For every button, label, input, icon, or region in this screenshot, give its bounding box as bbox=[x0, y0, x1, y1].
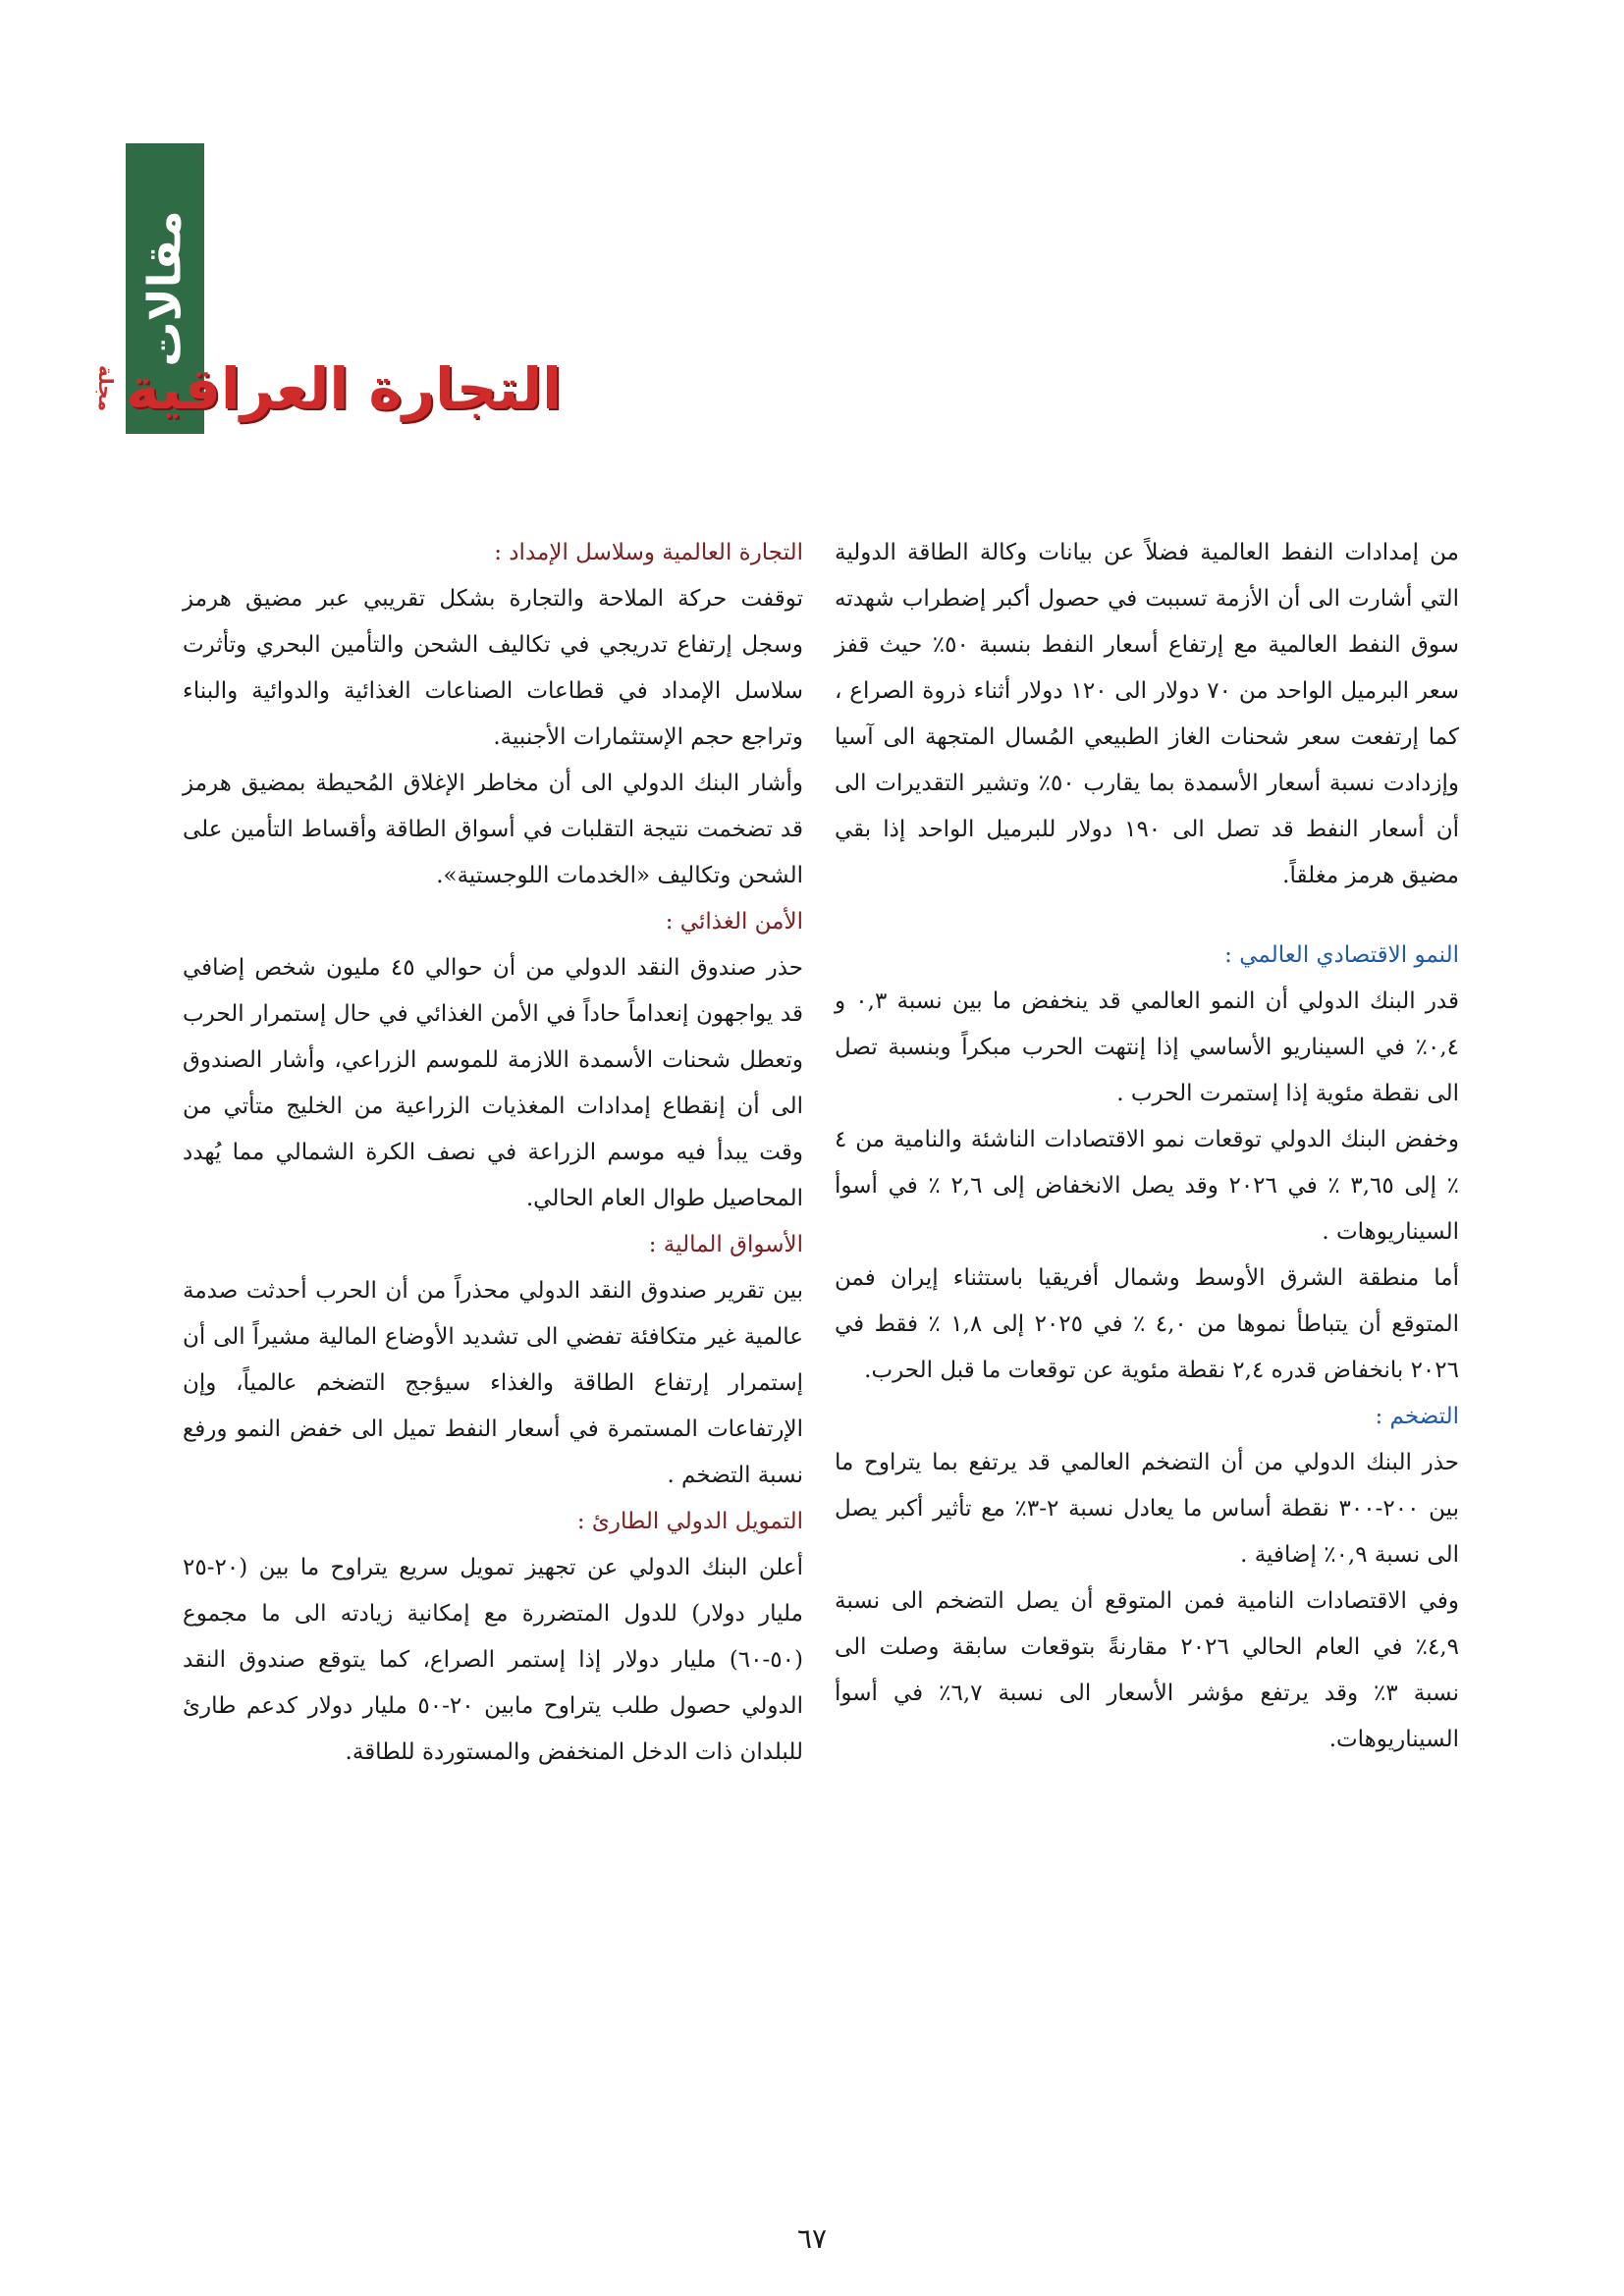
magazine-masthead bbox=[94, 339, 562, 422]
growth-paragraph-3: أما منطقة الشرق الأوسط وشمال أفريقيا باستثناء إيران فمن المتوقع أن يتباطأ نموها من ٤,٠ ٪ في ٢٠٢٥ إلى ١,٨ ٪ فقط في ٢٠٢٦ بانخفاض قدره ٢,٤ نقطة مئوية عن توقعات ما قبل الحرب. bbox=[835, 1265, 1459, 1383]
trade-paragraph-2: وأشار البنك الدولي الى أن مخاطر الإغلاق المُحيطة بمضيق هرمز قد تضخمت نتيجة التقلبات في أسواق الطاقة وأقساط التأمين على الشحن وتكاليف «الخدمات اللوجستية». bbox=[183, 771, 803, 888]
trade-heading: التجارة العالمية وسلاسل الإمداد : bbox=[494, 540, 803, 565]
growth-paragraph-2: وخفض البنك الدولي توقعات نمو الاقتصادات الناشئة والنامية من ٤ ٪ إلى ٣,٦٥ ٪ في ٢٠٢٦ وقد يصل الانخفاض إلى ٢,٦ ٪ في أسوأ السيناريوهات . bbox=[835, 1127, 1460, 1245]
magazine-title: التجارة العراقية bbox=[126, 355, 562, 422]
inflation-paragraph-1: حذر البنك الدولي من أن التضخم العالمي قد يرتفع بما يتراوح ما بين ٢٠٠-٣٠٠ نقطة أساس ما يعادل نسبة ٢-٣٪ مع تأثير أكبر يصل الى نسبة ٠,٩٪ إضافية . bbox=[835, 1450, 1460, 1568]
food-security-heading: الأمن الغذائي : bbox=[665, 909, 803, 934]
trade-paragraph-1: توقفت حركة الملاحة والتجارة بشكل تقريبي عبر مضيق هرمز وسجل إرتفاع تدريجي في تكاليف الشحن والتأمين البحري وتأثرت سلاسل الإمداد في قطاعات الصناعات الغذائية والدوائية والبناء وتراجع حجم الإستثمارات الأجنبية. bbox=[183, 586, 803, 750]
left-column bbox=[183, 530, 803, 1776]
growth-heading: النمو الاقتصادي العالمي : bbox=[1224, 942, 1459, 968]
emergency-finance-paragraph: أعلن البنك الدولي عن تجهيز تمويل سريع يتراوح ما بين (٢٠-٢٥ مليار دولار) للدول المتضررة مع إمكانية زيادته الى ما مجموع (٥٠-٦٠) مليار دولار إذا إستمر الصراع، كما يتوقع صندوق النقد الدولي حصول طلب يتراوح مابين ٢٠-٥٠ مليار دولار كدعم طارئ للبلدان ذات الدخل المنخفض والمستوردة للطاقة. bbox=[183, 1555, 803, 1765]
inflation-heading: التضخم : bbox=[1375, 1404, 1459, 1429]
page-number: ٦٧ bbox=[796, 2222, 828, 2255]
section-label: مقالات bbox=[138, 210, 191, 367]
intro-paragraph: من إمدادات النفط العالمية فضلاً عن بيانات وكالة الطاقة الدولية التي أشارت الى أن الأزمة تسببت في حصول أكبر إضطراب شهدته سوق النفط العالمية مع إرتفاع أسعار النفط بنسبة ٥٠٪ حيث قفز سعر البرميل الواحد من ٧٠ دولار الى ١٢٠ دولار أثناء ذروة الصراع ، كما إرتفعت سعر شحنات الغاز الطبيعي المُسال المتجهة الى آسيا وإزدادت نسبة أسعار الأسمدة بما يقارب ٥٠٪ وتشير التقديرات الى أن أسعار النفط قد تصل الى ١٩٠ دولار للبرميل الواحد إذا بقي مضيق هرمز مغلقاً. bbox=[835, 540, 1459, 888]
financial-markets-paragraph: بين تقرير صندوق النقد الدولي محذراً من أن الحرب أحدثت صدمة عالمية غير متكافئة تفضي الى تشديد الأوضاع المالية مشيراً الى أن إستمرار إرتفاع الطاقة والغذاء سيؤجج التضخم عالمياً، وإن الإرتفاعات المستمرة في أسعار النفط تميل الى خفض النمو ورفع نسبة التضخم . bbox=[183, 1278, 803, 1488]
food-security-paragraph: حذر صندوق النقد الدولي من أن حوالي ٤٥ مليون شخص إضافي قد يواجهون إنعداماً حاداً في الأمن الغذائي في حال إستمرار الحرب وتعطل شحنات الأسمدة اللازمة للموسم الزراعي، وأشار الصندوق الى أن إنقطاع إمدادات المغذيات الزراعية من الخليج متأتي من وقت يبدأ فيه موسم الزراعة في نصف الكرة الشمالي مما يُهدد المحاصيل طوال العام الحالي. bbox=[183, 955, 804, 1211]
right-column bbox=[835, 530, 1459, 1763]
financial-markets-heading: الأسواق المالية : bbox=[648, 1232, 803, 1257]
inflation-paragraph-2: وفي الاقتصادات النامية فمن المتوقع أن يصل التضخم الى نسبة ٤,٩٪ في العام الحالي ٢٠٢٦ مقارنةً بتوقعات سابقة وصلت الى نسبة ٣٪ وقد يرتفع مؤشر الأسعار الى نسبة ٦,٧٪ في أسوأ السيناريوهات. bbox=[835, 1588, 1460, 1752]
growth-paragraph-1: قدر البنك الدولي أن النمو العالمي قد ينخفض ما بين نسبة ٠,٣ و ٠,٤٪ في السيناريو الأساسي إذا إنتهت الحرب مبكراً وبنسبة تصل الى نقطة مئوية إذا إستمرت الحرب . bbox=[835, 988, 1459, 1106]
emergency-finance-heading: التمويل الدولي الطارئ : bbox=[576, 1509, 803, 1534]
magazine-label: مجلة bbox=[94, 364, 119, 411]
